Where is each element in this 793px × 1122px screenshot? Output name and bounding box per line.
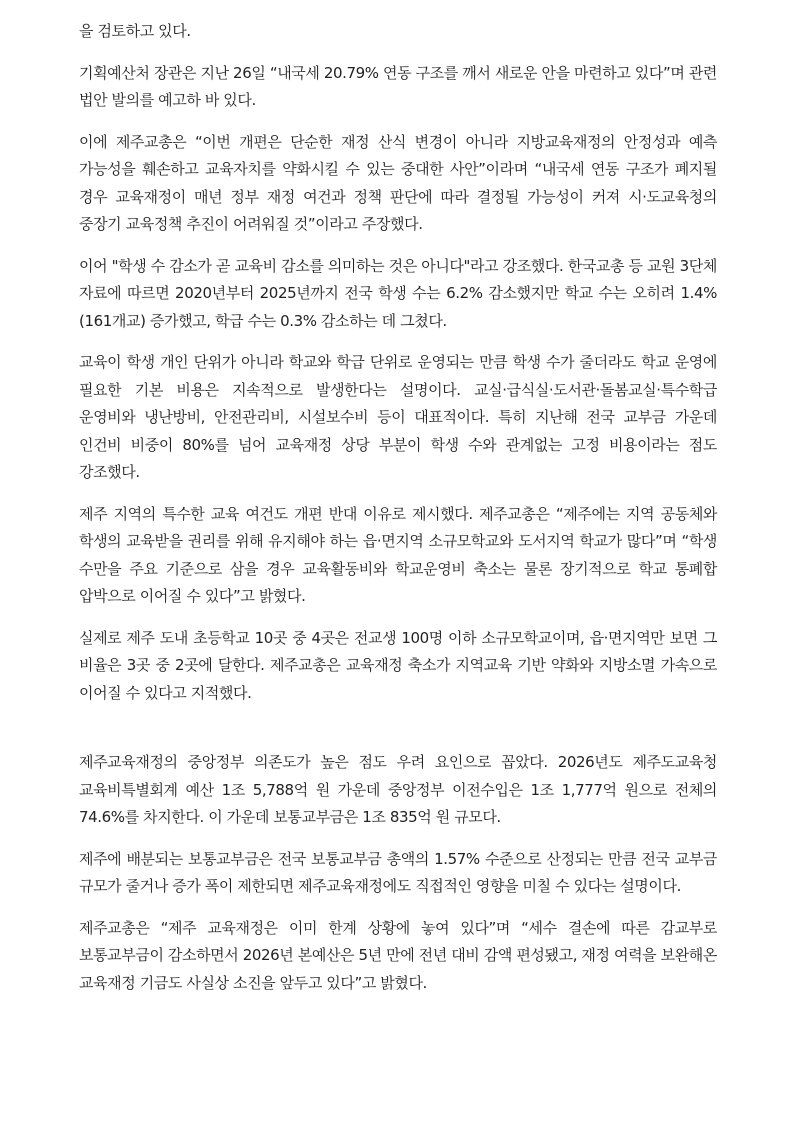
article-paragraph: 제주교총은 “제주 교육재정은 이미 한계 상황에 놓여 있다”며 “세수 결손에 따른 감교부로 보통교부금이 감소하면서 2026년 본예산은 5년 만에 전년 대비 감액 편성됐고, 재정 여력을 보완해온 교육재정 기금도 사실상 소진을 앞두고 있다”고 밝혔다. — [79, 918, 717, 992]
article-paragraph: 이에 제주교총은 “이번 개편은 단순한 재정 산식 변경이 아니라 지방교육재정의 안정성과 예측 가능성을 훼손하고 교육자치를 약화시킬 수 있는 중대한 사안”이라며 “내국세 연동 구조가 폐지될 경우 교육재정이 매년 정부 재정 여건과 정책 판단에 따라 결정될 가능성이 커져 시·도교육청의 중장기 교육정책 추진이 어려워질 것”이라고 주장했다. — [79, 132, 717, 233]
article-body — [79, 18, 717, 1011]
article-paragraph: 실제로 제주 도내 초등학교 10곳 중 4곳은 전교생 100명 이하 소규모학교이며, 읍·면지역만 보면 그 비율은 3곳 중 2곳에 달한다. 제주교총은 교육재정 축소가 지역교육 기반 약화와 지방소멸 가속으로 이어질 수 있다고 지적했다. — [79, 628, 717, 702]
article-paragraph: 기획예산처 장관은 지난 26일 “내국세 20.79% 연동 구조를 깨서 새로운 안을 마련하고 있다”며 관련 법안 발의를 예고하 바 있다. — [79, 63, 717, 109]
article-paragraph: 이어 "학생 수 감소가 곧 교육비 감소를 의미하는 것은 아니다"라고 강조했다. 한국교총 등 교원 3단체 자료에 따르면 2020년부터 2025년까지 전국 학생 수는 6.2% 감소했지만 학교 수는 오히려 1.4%(161개교) 증가했고, 학급 수는 0.3% 감소하는 데 그쳤다. — [79, 256, 717, 330]
paragraph-spacer — [79, 721, 717, 749]
article-paragraph: 제주교육재정의 중앙정부 의존도가 높은 점도 우려 요인으로 꼽았다. 2026년도 제주도교육청 교육비특별회계 예산 1조 5,788억 원 가운데 중앙정부 이전수입은 1조 1,777억 원으로 전체의 74.6%를 차지한다. 이 가운데 보통교부금은 1조 835억 원 규모다. — [79, 753, 717, 826]
article-paragraph: 제주에 배분되는 보통교부금은 전국 보통교부금 총액의 1.57% 수준으로 산정되는 만큼 전국 교부금 규모가 줄거나 증가 폭이 제한되면 제주교육재정에도 직접적인 영향을 미칠 수 있다는 설명이다. — [79, 849, 717, 895]
article-paragraph: 교육이 학생 개인 단위가 아니라 학교와 학급 단위로 운영되는 만큼 학생 수가 줄더라도 학교 운영에 필요한 기본 비용은 지속적으로 발생한다는 설명이다. 교실·급식실·도서관·돌봄교실·특수학급 운영비와 냉난방비, 안전관리비, 시설보수비 등이 대표적이다. 특히 지난해 전국 교부금 가운데 인건비 비중이 80%를 넘어 교육재정 상당 부분이 학생 수와 관계없는 고정 비용이라는 점도 강조했다. — [79, 353, 717, 481]
article-paragraph: 제주 지역의 특수한 교육 여건도 개편 반대 이유로 제시했다. 제주교총은 “제주에는 지역 공동체와 학생의 교육받을 권리를 위해 유지해야 하는 읍·면지역 소규모학교와 도서지역 학교가 많다”며 “학생 수만을 주요 기준으로 삼을 경우 교육활동비와 학교운영비 축소는 물론 장기적으로 학교 통폐합 압박으로 이어질 수 있다”고 밝혔다. — [79, 504, 717, 605]
article-paragraph: 을 검토하고 있다. — [79, 22, 191, 40]
